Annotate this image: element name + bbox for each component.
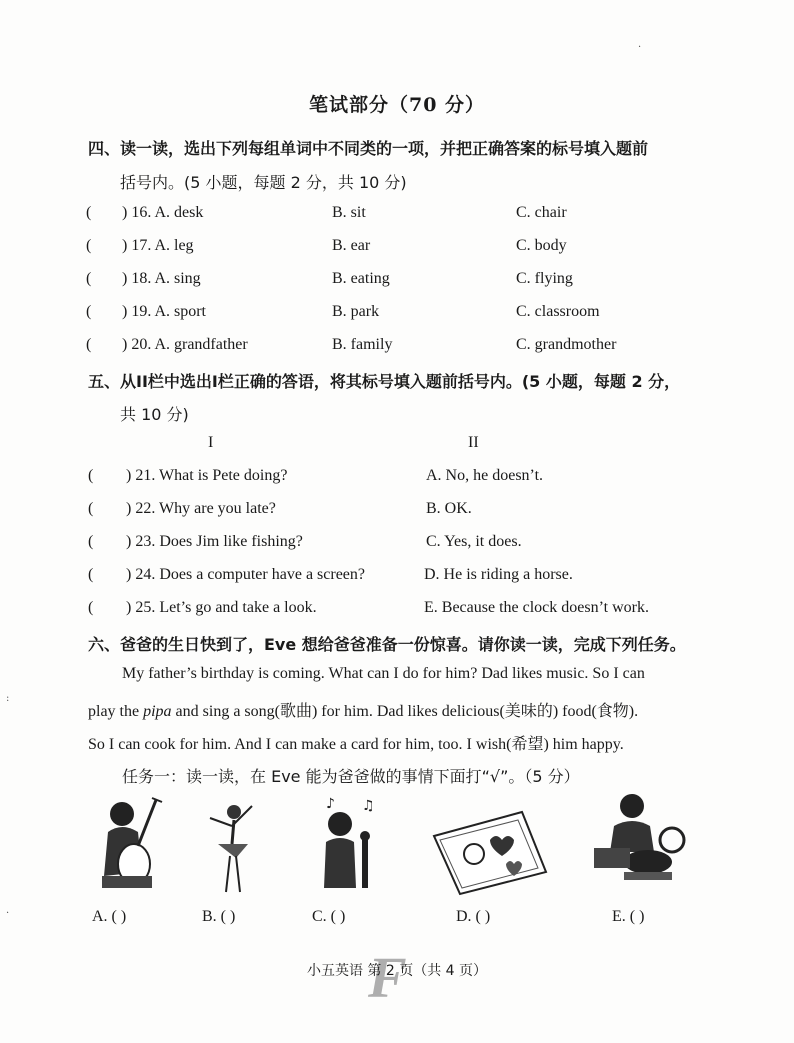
answer-d: D. He is riding a horse. xyxy=(424,566,573,583)
answer-e: E. Because the clock doesn’t work. xyxy=(424,599,649,616)
answer-bracket[interactable]: ( xyxy=(86,204,92,221)
option-c: C. body xyxy=(516,237,567,254)
ballet-dancer-picture xyxy=(196,796,276,896)
passage-line-1: My father’s birthday is coming. What can I do for him? Dad likes music. So I can xyxy=(122,665,645,682)
picture-option-c[interactable]: C. ( ) xyxy=(312,908,346,925)
passage-line-2 xyxy=(88,698,638,721)
section4-heading: 四、读一读，选出下列每组单词中不同类的一项，并把正确答案的标号填入题前 xyxy=(88,139,649,158)
question-18: ) 18. A. sing xyxy=(122,270,201,287)
option-c: C. flying xyxy=(516,270,573,287)
option-c: C. grandmother xyxy=(516,336,617,353)
option-c: C. chair xyxy=(516,204,567,221)
answer-bracket[interactable]: ( xyxy=(88,599,94,616)
watermark-letter: F xyxy=(368,945,407,1010)
question-23: ) 23. Does Jim like fishing? xyxy=(126,533,303,550)
column-header-ii: II xyxy=(468,434,479,451)
option-b: B. ear xyxy=(332,237,371,254)
passage-text: and sing a song(歌曲) for him. Dad likes delicious(美味的) food(食物). xyxy=(171,703,639,720)
question-25: ) 25. Let’s go and take a look. xyxy=(126,599,317,616)
answer-bracket[interactable]: ( xyxy=(88,467,94,484)
section4-heading-line2: 括号内。(5 小题，每题 2 分，共 10 分) xyxy=(120,173,407,192)
scan-speck: : xyxy=(6,693,10,704)
passage-line-3: So I can cook for him. And I can make a card for him, too. I wish(希望) him happy. xyxy=(88,736,624,753)
option-c: C. classroom xyxy=(516,303,600,320)
answer-bracket[interactable]: ( xyxy=(86,270,92,287)
picture-option-e[interactable]: E. ( ) xyxy=(612,908,645,925)
scan-speck: · xyxy=(6,908,10,919)
option-b: B. eating xyxy=(332,270,390,287)
question-21: ) 21. What is Pete doing? xyxy=(126,467,288,484)
page-title: 笔试部分（70 分） xyxy=(308,94,486,116)
answer-a: A. No, he doesn’t. xyxy=(426,467,544,484)
column-header-i: I xyxy=(208,434,214,451)
option-b: B. family xyxy=(332,336,393,353)
svg-text:♫: ♫ xyxy=(362,798,375,814)
scan-speck: · xyxy=(638,42,642,53)
section5-heading-line2: 共 10 分) xyxy=(120,405,189,424)
picture-option-a[interactable]: A. ( ) xyxy=(92,908,127,925)
section6-heading: 六、爸爸的生日快到了，Eve 想给爸爸准备一份惊喜。请你读一读，完成下列任务。 xyxy=(88,635,686,654)
answer-bracket[interactable]: ( xyxy=(88,500,94,517)
answer-b: B. OK. xyxy=(426,500,472,517)
picture-option-b[interactable]: B. ( ) xyxy=(202,908,236,925)
answer-bracket[interactable]: ( xyxy=(86,303,92,320)
singing-girl-picture xyxy=(312,796,382,896)
playing-pipa-picture xyxy=(92,792,172,896)
answer-c: C. Yes, it does. xyxy=(426,533,522,550)
question-16: ) 16. A. desk xyxy=(122,204,204,221)
making-card-picture xyxy=(430,806,552,898)
question-20: ) 20. A. grandfather xyxy=(122,336,248,353)
page-footer: 小五英语 第 2 页（共 4 页） xyxy=(306,963,488,979)
answer-bracket[interactable]: ( xyxy=(88,566,94,583)
answer-bracket[interactable]: ( xyxy=(86,237,92,254)
option-b: B. park xyxy=(332,303,380,320)
task-one-instruction: 任务一：读一读，在 Eve 能为爸爸做的事情下面打“√”。（5 分） xyxy=(122,767,580,786)
question-17: ) 17. A. leg xyxy=(122,237,194,254)
section5-heading: 五、从II栏中选出I栏正确的答语，将其标号填入题前括号内。(5 小题，每题 2 分， xyxy=(88,372,681,391)
option-b: B. sit xyxy=(332,204,366,221)
question-22: ) 22. Why are you late? xyxy=(126,500,276,517)
picture-option-d[interactable]: D. ( ) xyxy=(456,908,491,925)
question-19: ) 19. A. sport xyxy=(122,303,206,320)
answer-bracket[interactable]: ( xyxy=(88,533,94,550)
cooking-picture xyxy=(588,786,692,894)
answer-bracket[interactable]: ( xyxy=(86,336,92,353)
pipa-word: pipa xyxy=(143,703,172,720)
question-24: ) 24. Does a computer have a screen? xyxy=(126,566,365,583)
svg-text:♪: ♪ xyxy=(326,796,335,812)
passage-text: play the xyxy=(88,703,144,720)
